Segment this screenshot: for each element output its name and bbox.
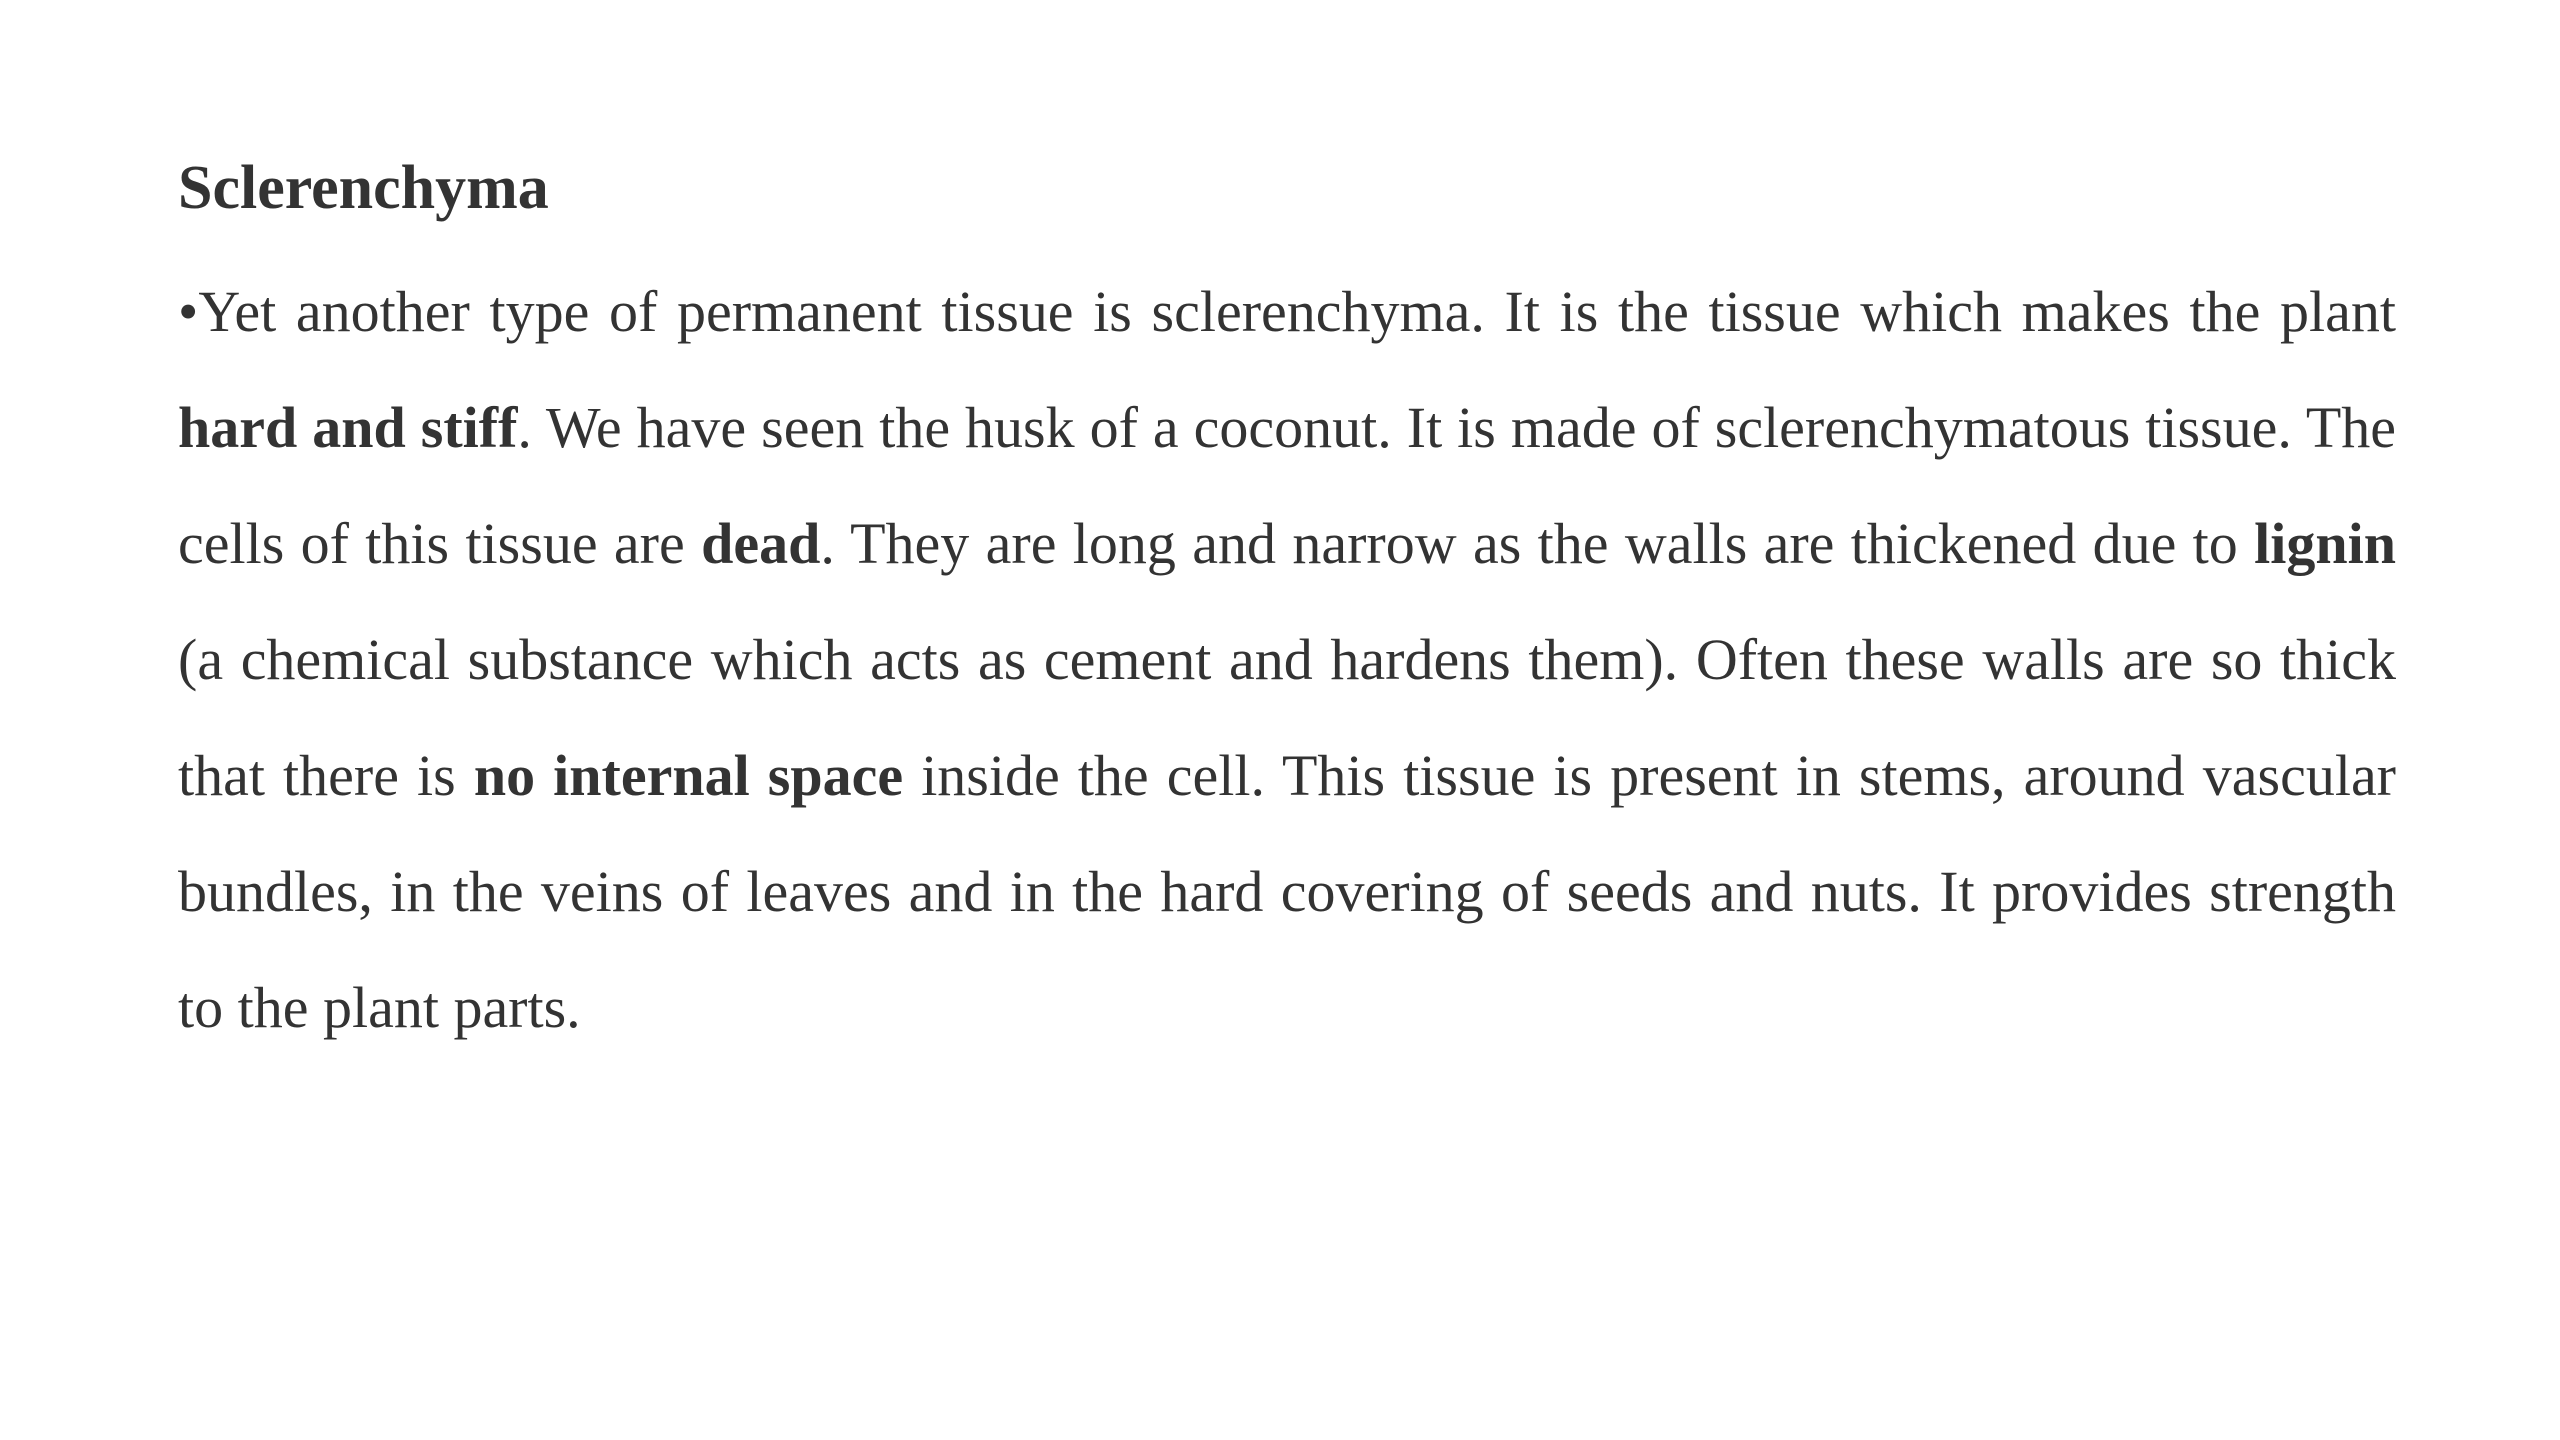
text-segment-4: (a chemical substance which acts as cement and hardens them). Often these walls are so thick that there is <box>178 627 2396 808</box>
bold-lignin: lignin <box>2254 511 2396 576</box>
slide-heading: Sclerenchyma <box>178 154 549 222</box>
text-segment-1: Yet another type of permanent tissue is sclerenchyma. It is the tissue which makes the plant <box>198 279 2396 344</box>
bold-no-internal-space: no internal space <box>473 743 904 808</box>
slide-content <box>178 148 2396 1066</box>
bold-hard-and-stiff: hard and stiff <box>178 395 518 460</box>
body-paragraph <box>178 254 2396 1066</box>
bold-dead: dead <box>701 511 821 576</box>
text-segment-5: inside the cell. This tissue is present in stems, around vascular bundles, in the veins of leaves and in the hard covering of seeds and nuts. It provides strength to the plant parts. <box>178 743 2396 1040</box>
bullet-marker: • <box>178 279 199 344</box>
text-segment-2: . We have seen the husk of a coconut. It is made of sclerenchymatous tissue. The cells of this tissue are <box>178 395 2396 576</box>
text-segment-3: . They are long and narrow as the walls are thickened due to <box>820 511 2255 576</box>
